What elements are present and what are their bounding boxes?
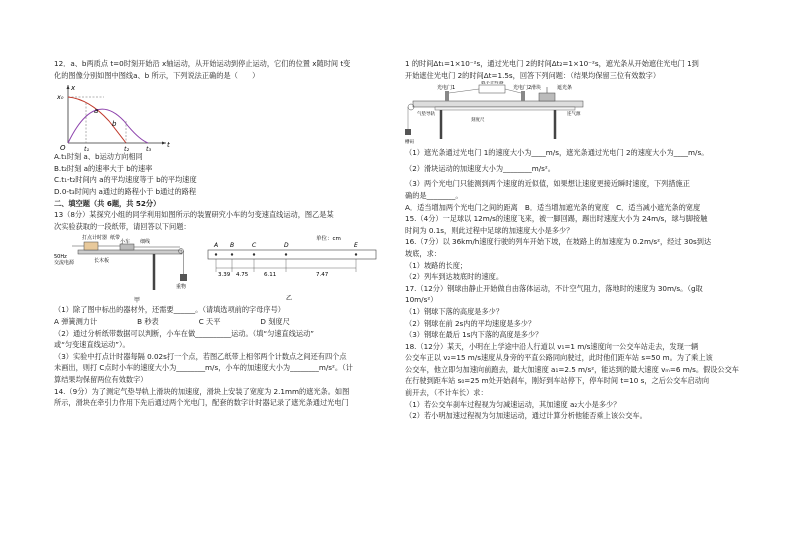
tape-point-c: C (252, 242, 257, 250)
q12-option-d: D.0-t₃时间内 a通过的路程小于 b通过的路程 (54, 186, 197, 196)
q13-part1: （1）除了图中标出的器材外，还需要______。（请填选项前的字母序号） (54, 305, 285, 315)
q12-stem-line2: 化的图像分别如图中图线a、b 所示，下列说法正确的是（ ） (54, 70, 260, 80)
q13-opt-a: A 弹簧测力计 (54, 316, 98, 326)
q13-part2-line2: 或“匀变速直线运动”）。 (54, 340, 130, 350)
q14-cont-line2: 开始遮住光电门 2的时间Δt=1.5s，回答下列问题：（结果均保留三位有效数字） (405, 70, 661, 80)
q18-line1: 18.（12分）某天，小明在上学途中沿人行道以 v₁=1 m/s速度向一公交车站走去，发现一辆 (405, 341, 699, 351)
q13-part3-line1: （3）实验中打点计时器每隔 0.02s打一个点，若图乙纸带上相邻两个计数点之间还有四个点 (54, 351, 347, 361)
q12-option-a: A.t₁时刻 a、b运动方向相同 (54, 152, 143, 162)
q12-option-c: C.t₁-t₂时间内 a的平均速度等于 b的平均速度 (54, 175, 197, 185)
left-column (54, 58, 392, 409)
q12-stem-line1: 12．a、b两质点 t=0时刻开始沿 x轴运动，从开始运动到停止运动，它们的位置 x随时间 t变 (54, 59, 351, 68)
q14-air-track-figure (405, 81, 595, 147)
tape-point-d: D (284, 242, 289, 250)
q14-gate1-label: 光电门1 (437, 85, 456, 92)
q13-power-label: 交流电源 (54, 260, 75, 267)
q18-line4: 在行驶到距车站 s₀=25 m处开始刹车，刚好到车站停下，停车时间 t=10 s，之后公交车启动向 (405, 376, 710, 386)
q13-board-label: 长木板 (94, 258, 110, 265)
q13-tape-label: 纸带 (110, 235, 121, 242)
tape-point-e: E (354, 242, 358, 250)
q13-figures (54, 232, 392, 304)
tape-point-a: A (214, 242, 219, 250)
q17-part3: （3）钢球在最后 1s内下落的高度是多少？ (405, 330, 543, 340)
tape-length-cd: 6.11 (264, 272, 277, 279)
q12-y-axis-label: x (71, 84, 76, 93)
q12-x-axis-label: t (167, 141, 170, 150)
q13-timer-label: 打点计时器 (82, 235, 108, 242)
q12-t1-label: t₁ (84, 145, 90, 152)
q13-fig-yi-caption: 乙 (286, 295, 293, 303)
q14-part3-line2: 确的是________。 (405, 190, 463, 200)
q17-part1: （1）钢球下落的高度是多少？ (405, 306, 504, 316)
q13-weight-label: 重物 (176, 284, 187, 291)
right-column (405, 58, 743, 422)
q14-strip-label: 遮光条 (557, 85, 573, 92)
q14-stem-line2: 所示，滑块在牵引力作用下先后通过两个光电门，配套的数字计时器记录了遮光条通过光电门 (54, 398, 349, 408)
q13-rope-label: 细线 (140, 239, 151, 246)
q14-stem-line1: 14.（9分）为了测定气垫导轨上滑块的加速度，滑块上安装了宽度为 2.1mm的遮光条。如图 (54, 386, 350, 396)
q12-t3-label: t₃ (146, 145, 152, 152)
q14-air-label: 连气源 (567, 112, 581, 118)
q14-ruler-label: 刻度尺 (471, 118, 485, 124)
q14-cont-line1: 1 的时间Δt₁=1×10⁻²s，通过光电门 2的时间Δt₂=1×10⁻²s，遮光条从开始遮住光电门 1到 (405, 59, 699, 68)
section-2-title: 二、填空题（共 6题，共 52分） (54, 198, 161, 208)
q13-cart-label: 小车 (120, 239, 131, 246)
q14-part2: （2）滑块运动的加速度大小为________m/s²。 (405, 163, 555, 173)
q12-origin-label: O (60, 144, 66, 152)
q13-part3-line2: 未画出，则打 C点时小车的速度大小为________m/s，小车的加速度大小为________m/s²。（计 (54, 363, 353, 373)
q12-t2-label: t₂ (124, 145, 130, 152)
q18-line5: 前开去，（不计车长）求： (405, 388, 488, 398)
q12-curve-b-label: b (112, 120, 117, 129)
q17-line2: 10m/s²） (405, 295, 438, 305)
q16-part1: （1）坡路的长度； (405, 260, 468, 270)
q14-slider-label: 滑块 (531, 85, 542, 92)
q12-x0-label: x₀ (57, 93, 64, 102)
q15-line1: 15.（4分）一足球以 12m/s的速度飞来，被一脚回踢，踢出时速度大小为 24m/s，球与脚接触 (405, 214, 708, 224)
q13-opt-b: B 秒表 (137, 316, 159, 326)
tape-point-b: B (230, 242, 235, 250)
tape-length-de: 7.47 (316, 272, 329, 279)
q18-line3: 公交车，他立即匀加速向前跑去，最大加速度 a₁=2.5 m/s²，能达到的最大速度 vₘ=6 m/s。假设公交车 (405, 364, 739, 374)
q13-stem-line2: 次实验获取的一段纸带，请回答以下问题： (54, 221, 191, 231)
q13-apparatus-figure (54, 232, 194, 304)
q13-opt-c: C 天平 (198, 316, 221, 326)
q18-part1: （1）若公交车刹车过程视为匀减速运动，其加速度 a₂大小是多少？ (405, 399, 621, 409)
q13-stem-line1: 13（8分）某探究小组的同学利用如图所示的装置研究小车的匀变速直线运动，图乙是某 (54, 210, 334, 220)
q14-rail-label: 气垫导轨 (417, 112, 435, 118)
q16-part2: （2）列车到达坡底时的速度。 (405, 272, 504, 282)
q14-weight-label: 槽码 (405, 140, 414, 146)
q12-option-b: B.t₂时刻 a的速率大于 b的速率 (54, 163, 153, 173)
q17-line1: 17.（12分）钢球由静止开始做自由落体运动，不计空气阻力，落地时的速度为 30m/s。（g取 (405, 283, 703, 293)
q12-curve-a-label: a (94, 107, 99, 116)
q17-part2: （2）钢球在前 2s内的平均速度是多少？ (405, 318, 536, 328)
q13-part3-line3: 算结果均保留两位有效数字） (54, 374, 148, 384)
q13-fig-jia-caption: 甲 (134, 297, 141, 305)
q14-part3-options: A．适当增加两个光电门之间的距离 B．适当增加遮光条的宽度 C．适当减小遮光条的宽度 (405, 202, 701, 212)
tape-length-bc: 4.75 (236, 272, 249, 279)
q14-part1: （1）遮光条通过光电门 1的速度大小为____m/s，遮光条通过光电门 2的速度大小为____m/s。 (405, 148, 709, 158)
q12-xt-graph (54, 81, 174, 151)
q13-power-freq: 50Hz (54, 254, 67, 261)
q14-gate2-label: 光电门2 (513, 85, 532, 92)
q13-part2-line1: （2）通过分析纸带数据可以判断，小车在做__________运动。（填“匀速直线运动” (54, 328, 314, 338)
q15-line2: 时间为 0.1s，则此过程中足球的加速度大小是多少？ (405, 225, 574, 235)
q13-tape-figure (204, 232, 382, 304)
q13-opt-d: D 刻度尺 (260, 316, 290, 326)
tape-length-ab: 3.39 (218, 272, 231, 279)
q13-part1-options (54, 316, 392, 328)
q16-line1: 16.（7分）以 36km/h速度行驶的列车开始下坡，在坡路上的加速度为 0.2m/s²，经过 30s到达 (405, 237, 712, 247)
q13-unit-label: 单位：cm (316, 236, 341, 243)
q14-timer-label: 数字计时器 (481, 81, 504, 86)
q14-part3-line1: （3）两个光电门只能测到两个速度的近似值，如果想让速度更接近瞬时速度，下列措施正 (405, 179, 690, 189)
q18-line2: 公交车正以 v₂=15 m/s速度从身旁的平直公路同向驶过，此时他们距车站 s=50 m。为了乘上该 (405, 353, 713, 363)
q18-part2: （2）若小明加速过程视为匀加速运动，通过计算分析他能否乘上该公交车。 (405, 411, 647, 421)
q16-line2: 坡底，求： (405, 248, 441, 258)
